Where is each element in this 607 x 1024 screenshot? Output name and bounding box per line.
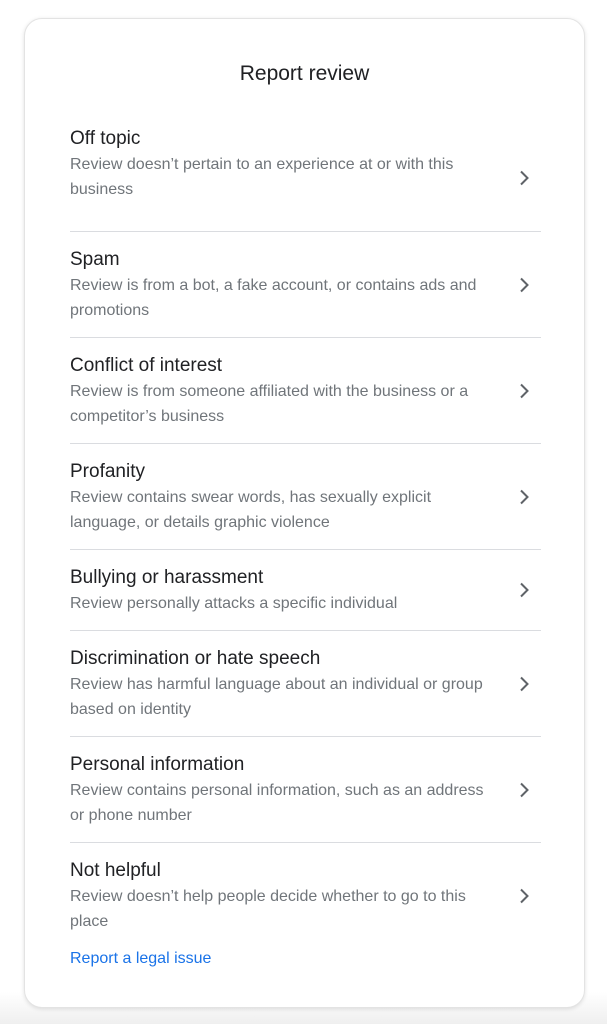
report-options-list: [70, 125, 541, 949]
option-title: Personal information: [70, 754, 245, 775]
option-description: Review is from a bot, a fake account, or contains ads and promotions: [70, 277, 477, 319]
option-title: Discrimination or hate speech: [70, 648, 321, 669]
dialog-title: Report review: [239, 62, 370, 85]
option-off-topic[interactable]: [70, 125, 541, 232]
report-legal-issue-link[interactable]: Report a legal issue: [70, 950, 212, 967]
report-review-dialog: [24, 18, 585, 1008]
option-description: Review is from someone affiliated with the business or a competitor’s business: [70, 383, 469, 425]
option-description: Review contains swear words, has sexually explicit language, or details graphic violence: [70, 489, 432, 531]
chevron-right-icon: [515, 382, 533, 400]
chevron-right-icon: [515, 781, 533, 799]
option-description: Review contains personal information, such as an address or phone number: [70, 782, 484, 824]
option-discrimination-or-hate-speech[interactable]: [70, 631, 541, 737]
option-profanity[interactable]: [70, 444, 541, 550]
option-title: Not helpful: [70, 860, 161, 881]
option-title: Bullying or harassment: [70, 567, 264, 588]
option-not-helpful[interactable]: [70, 843, 541, 949]
option-title: Profanity: [70, 461, 145, 482]
option-title: Off topic: [70, 128, 141, 149]
chevron-right-icon: [515, 488, 533, 506]
option-description: Review has harmful language about an individual or group based on identity: [70, 676, 483, 718]
chevron-right-icon: [515, 581, 533, 599]
chevron-right-icon: [515, 169, 533, 187]
option-description: Review personally attacks a specific individual: [70, 595, 398, 612]
chevron-right-icon: [515, 887, 533, 905]
option-description: Review doesn’t pertain to an experience at or with this business: [70, 156, 454, 198]
option-bullying-or-harassment[interactable]: [70, 550, 541, 631]
option-description: Review doesn’t help people decide whether to go to this place: [70, 888, 466, 930]
option-conflict-of-interest[interactable]: [70, 338, 541, 444]
option-spam[interactable]: [70, 232, 541, 338]
chevron-right-icon: [515, 276, 533, 294]
option-title: Spam: [70, 249, 120, 270]
chevron-right-icon: [515, 675, 533, 693]
option-personal-information[interactable]: [70, 737, 541, 843]
option-title: Conflict of interest: [70, 355, 223, 376]
